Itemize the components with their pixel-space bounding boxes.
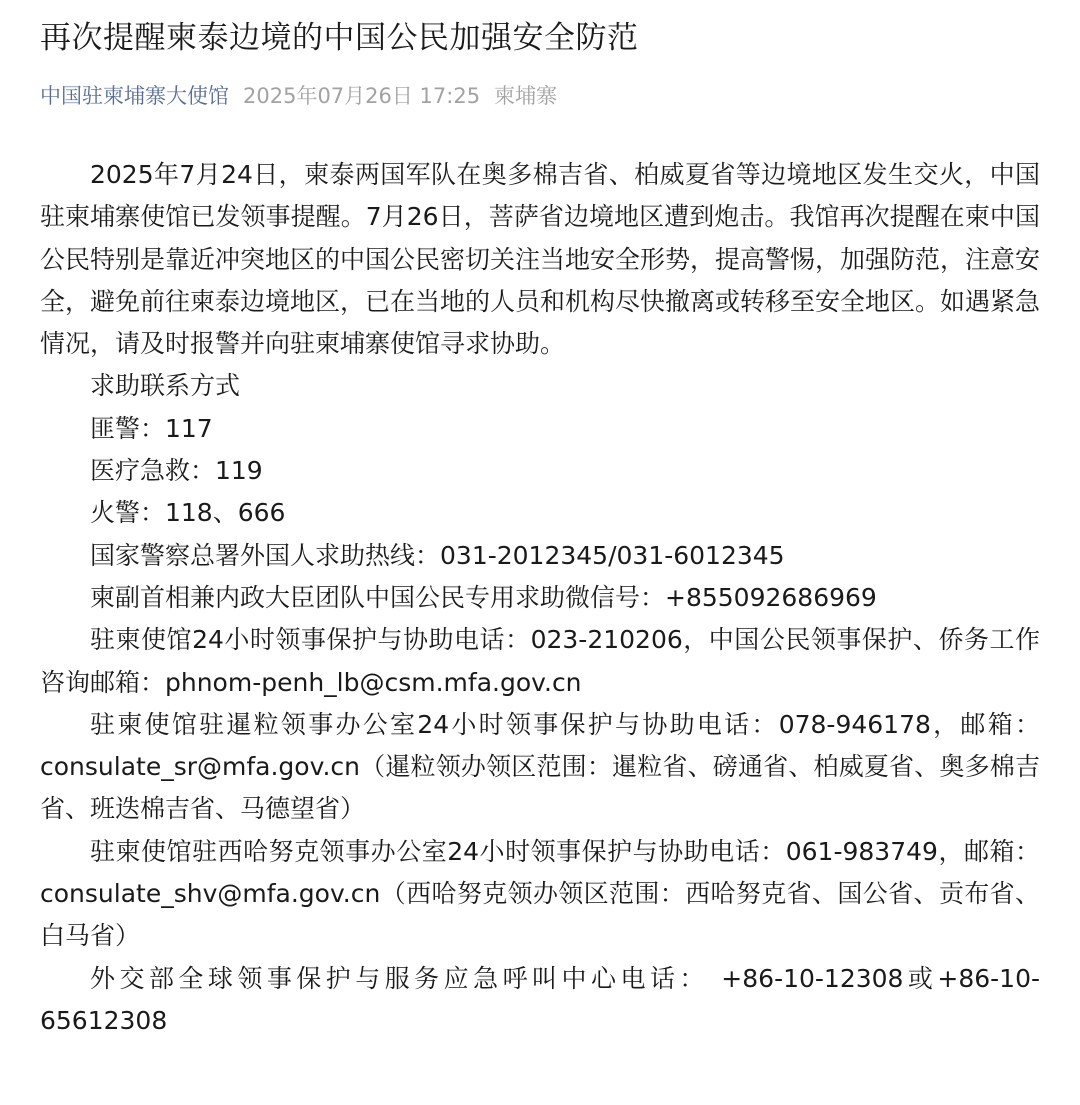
contact-police: 匪警：117 [90,413,213,443]
article-meta [40,74,1040,118]
contact-global-hotline: 外交部全球领事保护与服务应急呼叫中心电话： +86-10-12308或+86-10-65612308 [40,963,1040,1035]
publish-location: 柬埔寨 [494,84,558,108]
contact-heading: 求助联系方式 [90,371,241,401]
contact-foreigner-hotline: 国家警察总署外国人求助热线：031-2012345/031-6012345 [90,540,785,570]
intro-paragraph: 2025年7月24日，柬泰两国军队在奥多棉吉省、柏威夏省等边境地区发生交火，中国驻柬埔寨使馆已发领事提醒。7月26日，菩萨省边境地区遭到炮击。我馆再次提醒在柬中国公民特别是靠近冲突地区的中国公民密切关注当地安全形势，提高警惕，加强防范，注意安全，避免前往柬泰边境地区，已在当地的人员和机构尽快撤离或转移至安全地区。如遇紧急情况，请及时报警并向驻柬埔寨使馆寻求协助。 [40,160,1041,359]
article-body [40,154,1040,1042]
contact-wechat: 柬副首相兼内政大臣团队中国公民专用求助微信号：+855092686969 [90,582,877,612]
contact-medical: 医疗急救：119 [90,456,263,486]
article-title: 再次提醒柬泰边境的中国公民加强安全防范 [40,20,639,56]
contact-sihanouk-office: 驻柬使馆驻西哈努克领事办公室24小时领事保护与协助电话：061-983749，邮箱：consulate_shv@mfa.gov.cn（西哈努克领办领区范围：西哈努克省、国公省、贡布省、白马省） [40,836,1040,951]
contact-fire: 火警：118、666 [90,498,286,528]
source-account-link[interactable]: 中国驻柬埔寨大使馆 [40,84,229,108]
contact-siem-reap-office: 驻柬使馆驻暹粒领事办公室24小时领事保护与协助电话：078-946178，邮箱：consulate_sr@mfa.gov.cn（暹粒领办领区范围：暹粒省、磅通省、柏威夏省、奥多棉吉省、班迭棉吉省、马德望省） [40,709,1040,824]
publish-datetime: 2025年07月26日 17:25 [243,84,481,108]
contact-embassy: 驻柬使馆24小时领事保护与协助电话：023-210206，中国公民领事保护、侨务工作咨询邮箱：phnom-penh_lb@csm.mfa.gov.cn [40,625,1040,697]
